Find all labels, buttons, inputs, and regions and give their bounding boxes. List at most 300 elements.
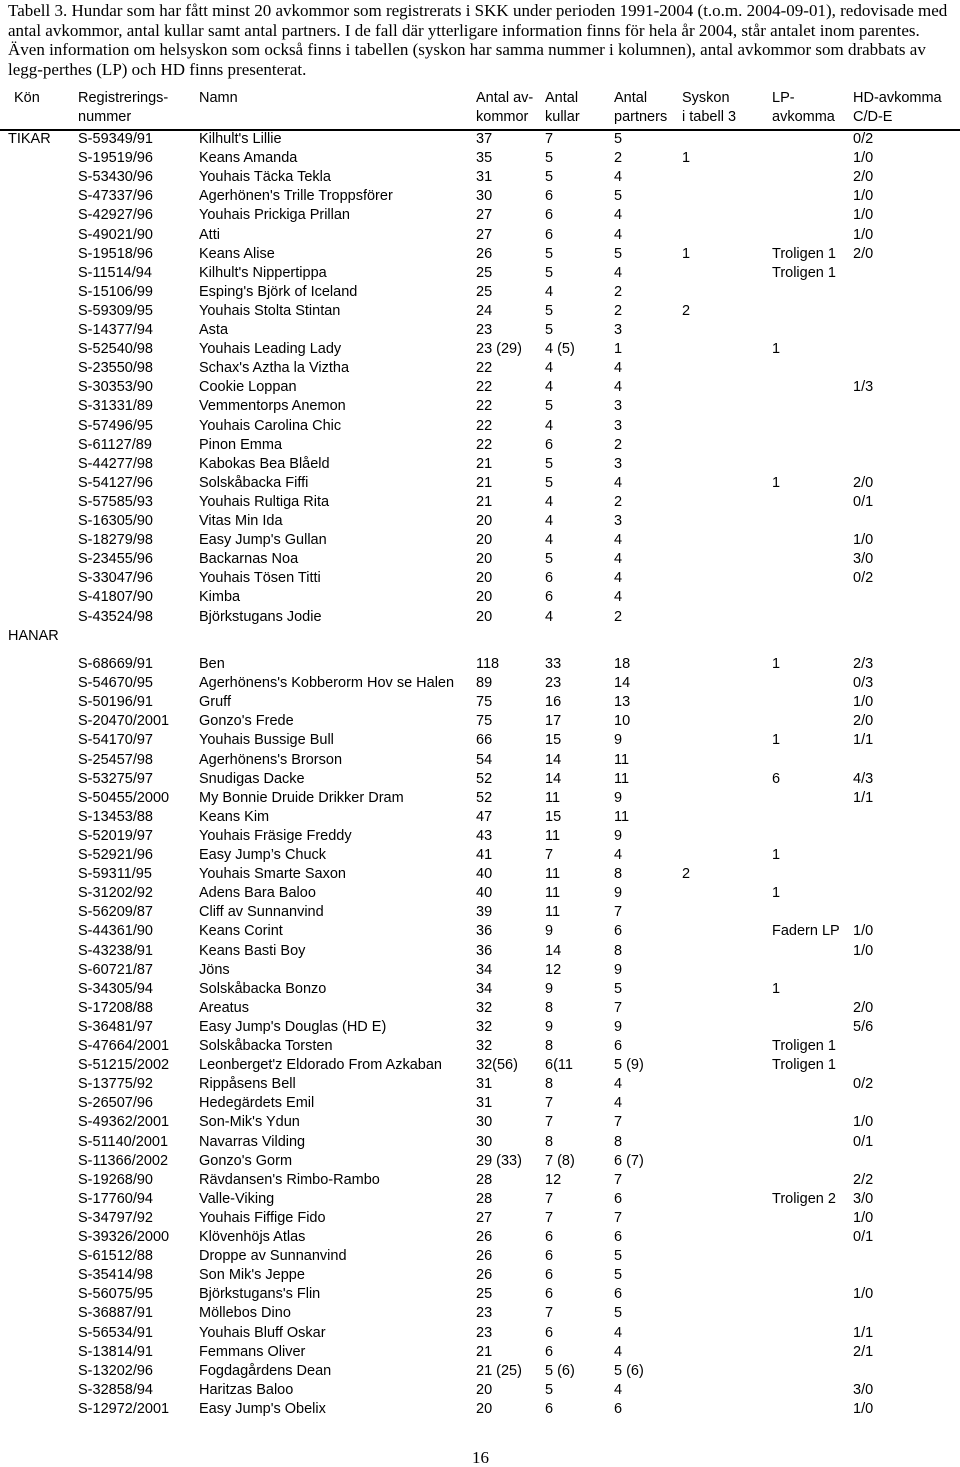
table-row <box>0 846 960 865</box>
table-row <box>0 321 960 340</box>
cell-kullar: 8 <box>545 1038 554 1054</box>
cell-regnummer: S-43238/91 <box>78 942 153 959</box>
cell-kullar: 7 <box>545 1114 554 1131</box>
cell-avkommor: 21 (25) <box>476 1362 522 1379</box>
table-row <box>0 1152 960 1171</box>
cell-avkommor: 52 <box>476 770 493 787</box>
cell-regnummer: S-44361/90 <box>78 923 153 940</box>
cell-partners: 5 <box>614 980 623 997</box>
cell-avkommor: 31 <box>476 1076 493 1093</box>
cell-namn: Gruff <box>199 694 231 711</box>
cell-namn: Snudigas Dacke <box>199 770 305 787</box>
cell-partners: 4 <box>614 226 623 243</box>
cell-partners: 4 <box>614 1381 623 1398</box>
cell-avkommor: 36 <box>476 942 493 959</box>
cell-kullar: 5 <box>545 474 554 491</box>
table-row <box>0 417 960 436</box>
cell-lp: Fadern LP <box>772 923 840 940</box>
cell-partners: 2 <box>614 302 623 319</box>
cell-partners: 6 <box>614 1286 623 1303</box>
col-header-avkommor: Antal av- <box>476 90 534 106</box>
cell-avkommor: 41 <box>476 847 493 863</box>
cell-kullar: 6 <box>545 1286 554 1303</box>
table-row <box>0 1113 960 1132</box>
cell-regnummer: S-59309/95 <box>78 302 153 319</box>
cell-partners: 13 <box>614 694 631 711</box>
cell-lp: Troligen 1 <box>772 264 836 281</box>
cell-hd: 2/0 <box>853 999 874 1016</box>
cell-regnummer: S-39326/2000 <box>78 1229 170 1245</box>
cell-kullar: 6 <box>545 1248 554 1265</box>
table-row <box>0 493 960 512</box>
cell-avkommor: 25 <box>476 283 493 300</box>
table-row <box>0 942 960 961</box>
cell-kullar: 5 <box>545 264 554 281</box>
table-row <box>0 226 960 245</box>
cell-partners: 7 <box>614 1209 623 1226</box>
cell-namn: Atti <box>199 226 220 243</box>
cell-namn: Vitas Min Ida <box>199 513 283 529</box>
table-row <box>0 206 960 225</box>
cell-kullar: 16 <box>545 694 562 711</box>
col-header-reg-2: nummer <box>78 109 132 125</box>
cell-partners: 9 <box>614 732 623 749</box>
cell-namn: Vemmentorps Anemon <box>199 398 346 415</box>
cell-regnummer: S-19519/96 <box>78 150 153 167</box>
table-row <box>0 1362 960 1381</box>
table-row <box>0 130 960 149</box>
cell-partners: 8 <box>614 866 623 883</box>
cell-avkommor: 20 <box>476 551 493 568</box>
cell-hd: 0/3 <box>853 675 874 692</box>
cell-regnummer: S-57585/93 <box>78 493 153 510</box>
cell-lp: Troligen 1 <box>772 1038 836 1054</box>
cell-avkommor: 22 <box>476 436 493 453</box>
cell-partners: 6 (7) <box>614 1152 644 1169</box>
cell-kullar: 5 <box>545 150 554 167</box>
col-header-hd-2: C/D-E <box>853 109 893 125</box>
cell-avkommor: 21 <box>476 1343 493 1360</box>
cell-kullar: 4 <box>545 532 554 549</box>
cell-kullar: 14 <box>545 751 562 768</box>
cell-avkommor: 23 (29) <box>476 341 522 358</box>
table-row <box>0 1190 960 1209</box>
cell-namn: Youhais Carolina Chic <box>199 417 342 434</box>
cell-kullar: 7 <box>545 1095 554 1112</box>
cell-namn: Esping's Björk of Iceland <box>199 283 358 300</box>
cell-partners: 4 <box>614 474 623 491</box>
cell-namn: Keans Corint <box>199 923 283 940</box>
cell-regnummer: S-34305/94 <box>78 980 153 997</box>
cell-partners: 6 <box>614 1400 623 1417</box>
cell-hd: 2/0 <box>853 169 874 186</box>
cell-namn: Youhais Fiffige Fido <box>199 1209 326 1226</box>
col-header-hd: HD-avkomma <box>853 90 942 106</box>
cell-partners: 5 <box>614 1305 623 1322</box>
table-row <box>0 1094 960 1113</box>
cell-avkommor: 75 <box>476 694 493 711</box>
cell-hd: 0/1 <box>853 1229 874 1245</box>
table-row <box>0 808 960 827</box>
cell-namn: Solskåbacka Bonzo <box>199 980 327 997</box>
cell-kullar: 5 <box>545 551 554 568</box>
cell-namn: Möllebos Dino <box>199 1305 291 1322</box>
cell-regnummer: S-50196/91 <box>78 694 153 711</box>
cell-partners: 4 <box>614 1324 623 1341</box>
cell-kullar: 5 <box>545 1381 554 1398</box>
cell-hd: 2/0 <box>853 713 874 730</box>
cell-partners: 4 <box>614 1076 623 1093</box>
cell-hd: 1/1 <box>853 732 874 749</box>
cell-avkommor: 22 <box>476 398 493 415</box>
cell-kullar: 6 <box>545 226 554 243</box>
cell-partners: 8 <box>614 942 623 959</box>
cell-partners: 7 <box>614 1171 623 1188</box>
cell-namn: Asta <box>199 322 229 338</box>
cell-hd: 1/0 <box>853 207 874 224</box>
cell-kullar: 9 <box>545 1018 554 1035</box>
col-header-namn: Namn <box>199 90 238 106</box>
cell-partners: 11 <box>614 770 630 787</box>
cell-kullar: 5 <box>545 302 554 319</box>
cell-partners: 4 <box>614 379 623 396</box>
table-row <box>0 1343 960 1362</box>
table-row <box>0 1075 960 1094</box>
cell-hd: 5/6 <box>853 1018 874 1035</box>
cell-regnummer: S-61127/89 <box>78 436 152 453</box>
cell-regnummer: S-17208/88 <box>78 999 153 1016</box>
table-row <box>0 827 960 846</box>
cell-avkommor: 30 <box>476 188 493 205</box>
cell-partners: 5 (6) <box>614 1362 644 1379</box>
cell-partners: 2 <box>614 150 623 167</box>
table-row <box>0 302 960 321</box>
col-header-avkommor-2: kommor <box>476 109 529 125</box>
cell-kullar: 4 <box>545 417 554 434</box>
cell-regnummer: S-57496/95 <box>78 417 153 434</box>
cell-namn: Valle-Viking <box>199 1190 275 1207</box>
table-caption: Tabell 3. Hundar som har fått minst 20 avkommor som registrerats i SKK under perioden 1991-2004 (t.o.m. 2004-09-01), redovisade med antal avkommor, antal kullar samt antal partners. I de fall där ytterligare information finns för hela år 2004, står antalet inom parentes. Även information om helsyskon som också finns i tabellen (syskon har samma nummer i kolumnen), antal avkommor som drabbats av legg-perthes (LP) och HD finns presenterat. <box>8 1 948 79</box>
cell-namn: Kilhult's Nippertippa <box>199 264 327 281</box>
cell-kullar: 6 <box>545 1229 554 1245</box>
cell-namn: Youhais Smarte Saxon <box>199 866 346 883</box>
cell-regnummer: S-42927/96 <box>78 207 153 224</box>
cell-lp: Troligen 1 <box>772 1057 836 1074</box>
cell-avkommor: 75 <box>476 713 493 730</box>
cell-lp: Troligen 1 <box>772 245 836 262</box>
cell-avkommor: 20 <box>476 589 493 606</box>
cell-namn: Solskåbacka Torsten <box>199 1038 333 1054</box>
cell-regnummer: S-13775/92 <box>78 1076 153 1093</box>
cell-namn: Haritzas Baloo <box>199 1381 294 1398</box>
cell-regnummer: S-16305/90 <box>78 513 153 529</box>
cell-partners: 9 <box>614 789 623 806</box>
cell-namn: Cookie Loppan <box>199 379 297 396</box>
cell-kullar: 4 <box>545 493 554 510</box>
cell-partners: 4 <box>614 360 623 377</box>
cell-kullar: 8 <box>545 999 554 1016</box>
cell-hd: 2/0 <box>853 474 874 491</box>
cell-kullar: 23 <box>545 675 562 692</box>
cell-partners: 4 <box>614 1095 623 1112</box>
col-header-lp-2: avkomma <box>772 109 835 125</box>
cell-hd: 1/0 <box>853 532 874 549</box>
cell-regnummer: S-43524/98 <box>78 608 153 625</box>
cell-avkommor: 39 <box>476 904 493 921</box>
cell-kullar: 8 <box>545 1076 554 1093</box>
cell-avkommor: 20 <box>476 608 493 625</box>
cell-partners: 1 <box>614 341 623 358</box>
cell-avkommor: 118 <box>476 656 500 672</box>
cell-namn: Youhais Fräsige Freddy <box>199 827 352 844</box>
cell-partners: 3 <box>614 417 623 434</box>
cell-kullar: 9 <box>545 980 554 997</box>
cell-namn: Youhais Täcka Tekla <box>199 169 331 186</box>
cell-syskon: 2 <box>682 866 691 883</box>
table-row <box>0 149 960 168</box>
cell-regnummer: S-13453/88 <box>78 808 153 825</box>
cell-avkommor: 89 <box>476 675 493 692</box>
cell-hd: 1/0 <box>853 150 874 167</box>
cell-partners: 11 <box>614 751 630 768</box>
cell-regnummer: S-59349/91 <box>78 131 153 147</box>
cell-regnummer: S-20470/2001 <box>78 713 170 730</box>
cell-kullar: 4 <box>545 283 554 300</box>
cell-avkommor: 20 <box>476 570 493 587</box>
cell-kullar: 33 <box>545 656 562 672</box>
cell-partners: 9 <box>614 827 623 844</box>
cell-kullar: 15 <box>545 732 562 749</box>
cell-avkommor: 20 <box>476 1400 493 1417</box>
cell-regnummer: S-41807/90 <box>78 589 153 606</box>
table-row <box>0 1037 960 1056</box>
cell-hd: 0/1 <box>853 493 874 510</box>
cell-avkommor: 20 <box>476 532 493 549</box>
cell-regnummer: S-13202/96 <box>78 1362 153 1379</box>
cell-namn: Leonberget'z Eldorado From Azkaban <box>199 1057 442 1074</box>
cell-kullar: 11 <box>545 789 561 806</box>
cell-namn: Kilhult's Lillie <box>199 131 282 147</box>
cell-regnummer: S-47664/2001 <box>78 1038 170 1054</box>
cell-syskon: 1 <box>682 245 691 262</box>
table-row <box>0 264 960 283</box>
cell-regnummer: S-15106/99 <box>78 283 153 300</box>
cell-kullar: 7 <box>545 1305 554 1322</box>
cell-hd: 0/2 <box>853 131 874 147</box>
cell-partners: 2 <box>614 436 623 453</box>
table-row <box>0 789 960 808</box>
cell-hd: 1/0 <box>853 1209 874 1226</box>
table-row <box>0 359 960 378</box>
cell-regnummer: S-56209/87 <box>78 904 153 921</box>
table-row <box>0 588 960 607</box>
cell-kullar: 11 <box>545 904 561 921</box>
cell-namn: Björkstugans's Flin <box>199 1286 321 1303</box>
cell-hd: 1/0 <box>853 942 874 959</box>
cell-namn: Backarnas Noa <box>199 551 299 568</box>
cell-namn: Keans Amanda <box>199 150 298 167</box>
cell-lp: Troligen 2 <box>772 1190 836 1207</box>
table-row <box>0 569 960 588</box>
cell-hd: 2/2 <box>853 1171 874 1188</box>
cell-kullar: 15 <box>545 808 562 825</box>
cell-hd: 1/0 <box>853 694 874 711</box>
cell-namn: Rävdansen's Rimbo-Rambo <box>199 1171 380 1188</box>
cell-kullar: 4 <box>545 513 554 529</box>
cell-partners: 4 <box>614 207 623 224</box>
cell-partners: 5 <box>614 245 623 262</box>
cell-kullar: 11 <box>545 827 561 844</box>
cell-namn: Youhais Bussige Bull <box>199 732 334 749</box>
cell-regnummer: S-13814/91 <box>78 1343 153 1360</box>
cell-kullar: 11 <box>545 885 561 902</box>
cell-kullar: 4 <box>545 379 554 396</box>
cell-regnummer: S-52921/96 <box>78 847 153 863</box>
cell-kullar: 12 <box>545 961 562 978</box>
cell-regnummer: S-53275/97 <box>78 770 153 787</box>
cell-namn: Hedegärdets Emil <box>199 1095 315 1112</box>
cell-partners: 9 <box>614 961 623 978</box>
cell-avkommor: 37 <box>476 131 493 147</box>
cell-namn: Femmans Oliver <box>199 1343 306 1360</box>
cell-namn: Klövenhöjs Atlas <box>199 1229 306 1245</box>
cell-partners: 4 <box>614 570 623 587</box>
col-header-partners: Antal <box>614 90 648 106</box>
cell-avkommor: 25 <box>476 264 493 281</box>
cell-partners: 5 <box>614 1267 623 1284</box>
section-label-tikar: TIKAR <box>8 131 51 147</box>
cell-namn: Kimba <box>199 589 241 606</box>
table-row <box>0 436 960 455</box>
cell-namn: Pinon Emma <box>199 436 283 453</box>
cell-regnummer: S-51140/2001 <box>78 1133 169 1150</box>
cell-namn: Areatus <box>199 999 249 1016</box>
cell-avkommor: 26 <box>476 1229 493 1245</box>
cell-namn: Easy Jump's Gullan <box>199 532 327 549</box>
table-row <box>0 1209 960 1228</box>
cell-hd: 1/1 <box>853 789 874 806</box>
cell-kullar: 6 <box>545 589 554 606</box>
cell-regnummer: S-34797/92 <box>78 1209 153 1226</box>
cell-partners: 11 <box>614 808 630 825</box>
cell-regnummer: S-23550/98 <box>78 360 153 377</box>
cell-hd: 1/1 <box>853 1324 874 1341</box>
table-row <box>0 674 960 693</box>
cell-regnummer: S-49362/2001 <box>78 1114 170 1131</box>
cell-namn: Björkstugans Jodie <box>199 608 322 625</box>
cell-syskon: 2 <box>682 302 691 319</box>
cell-hd: 2/1 <box>853 1343 874 1360</box>
cell-regnummer: S-17760/94 <box>78 1190 153 1207</box>
table-row <box>0 1171 960 1190</box>
cell-hd: 1/0 <box>853 1114 874 1131</box>
cell-partners: 6 <box>614 1038 623 1054</box>
cell-partners: 3 <box>614 455 623 472</box>
cell-partners: 4 <box>614 847 623 863</box>
cell-avkommor: 29 (33) <box>476 1152 522 1169</box>
cell-avkommor: 34 <box>476 980 493 997</box>
cell-kullar: 5 <box>545 245 554 262</box>
cell-lp: 1 <box>772 732 781 749</box>
cell-namn: Youhais Bluff Oskar <box>199 1324 326 1341</box>
table-row <box>0 770 960 789</box>
cell-avkommor: 20 <box>476 1381 493 1398</box>
cell-partners: 4 <box>614 1343 623 1360</box>
cell-regnummer: S-54127/96 <box>78 474 153 491</box>
cell-lp: 1 <box>772 980 781 997</box>
table-row <box>0 884 960 903</box>
table-row <box>0 1324 960 1343</box>
cell-regnummer: S-25457/98 <box>78 751 153 768</box>
cell-avkommor: 26 <box>476 1267 493 1284</box>
table-row <box>0 1400 960 1419</box>
section-label-hanar: HANAR <box>8 628 59 644</box>
cell-kullar: 14 <box>545 770 562 787</box>
cell-regnummer: S-44277/98 <box>78 455 153 472</box>
cell-avkommor: 34 <box>476 961 493 978</box>
col-header-syskon-2: i tabell 3 <box>682 109 737 125</box>
cell-partners: 3 <box>614 322 623 338</box>
cell-namn: Son-Mik's Ydun <box>199 1114 300 1131</box>
cell-namn: Cliff av Sunnanvind <box>199 904 324 921</box>
col-header-kon: Kön <box>14 90 40 106</box>
cell-partners: 7 <box>614 1114 623 1131</box>
cell-avkommor: 31 <box>476 169 493 186</box>
cell-avkommor: 28 <box>476 1171 493 1188</box>
cell-kullar: 4 <box>545 608 554 625</box>
cell-avkommor: 28 <box>476 1190 493 1207</box>
cell-kullar: 4 <box>545 360 554 377</box>
cell-avkommor: 23 <box>476 1305 493 1322</box>
col-header-lp: LP- <box>772 90 795 106</box>
cell-namn: Gonzo's Gorm <box>199 1152 293 1169</box>
cell-namn: Easy Jump's Douglas (HD E) <box>199 1018 387 1035</box>
cell-avkommor: 47 <box>476 808 493 825</box>
cell-namn: Solskåbacka Fiffi <box>199 474 309 491</box>
table-row <box>0 712 960 731</box>
cell-avkommor: 32 <box>476 999 493 1016</box>
cell-avkommor: 40 <box>476 866 493 883</box>
cell-partners: 7 <box>614 904 623 921</box>
cell-kullar: 7 <box>545 1209 554 1226</box>
cell-avkommor: 32(56) <box>476 1057 518 1074</box>
cell-hd: 3/0 <box>853 1190 874 1207</box>
cell-kullar: 6 <box>545 188 554 205</box>
cell-regnummer: S-56075/95 <box>78 1286 153 1303</box>
cell-regnummer: S-31331/89 <box>78 398 153 415</box>
table-row <box>0 903 960 922</box>
cell-regnummer: S-35414/98 <box>78 1267 153 1284</box>
cell-regnummer: S-68669/91 <box>78 656 153 672</box>
cell-lp: 1 <box>772 341 781 358</box>
table-row <box>0 474 960 493</box>
table-row <box>0 980 960 999</box>
cell-namn: Youhais Prickiga Prillan <box>199 207 350 224</box>
cell-partners: 14 <box>614 675 631 692</box>
table-row <box>0 340 960 359</box>
cell-regnummer: S-32858/94 <box>78 1381 153 1398</box>
table-row <box>0 961 960 980</box>
cell-namn: Agerhönens's Brorson <box>199 751 343 768</box>
cell-regnummer: S-49021/90 <box>78 226 153 243</box>
cell-kullar: 6 <box>545 436 554 453</box>
table-row <box>0 655 960 674</box>
cell-kullar: 9 <box>545 923 554 940</box>
cell-partners: 6 <box>614 923 623 940</box>
cell-kullar: 6 <box>545 207 554 224</box>
table-row <box>0 608 960 627</box>
cell-namn: Jöns <box>199 961 230 978</box>
